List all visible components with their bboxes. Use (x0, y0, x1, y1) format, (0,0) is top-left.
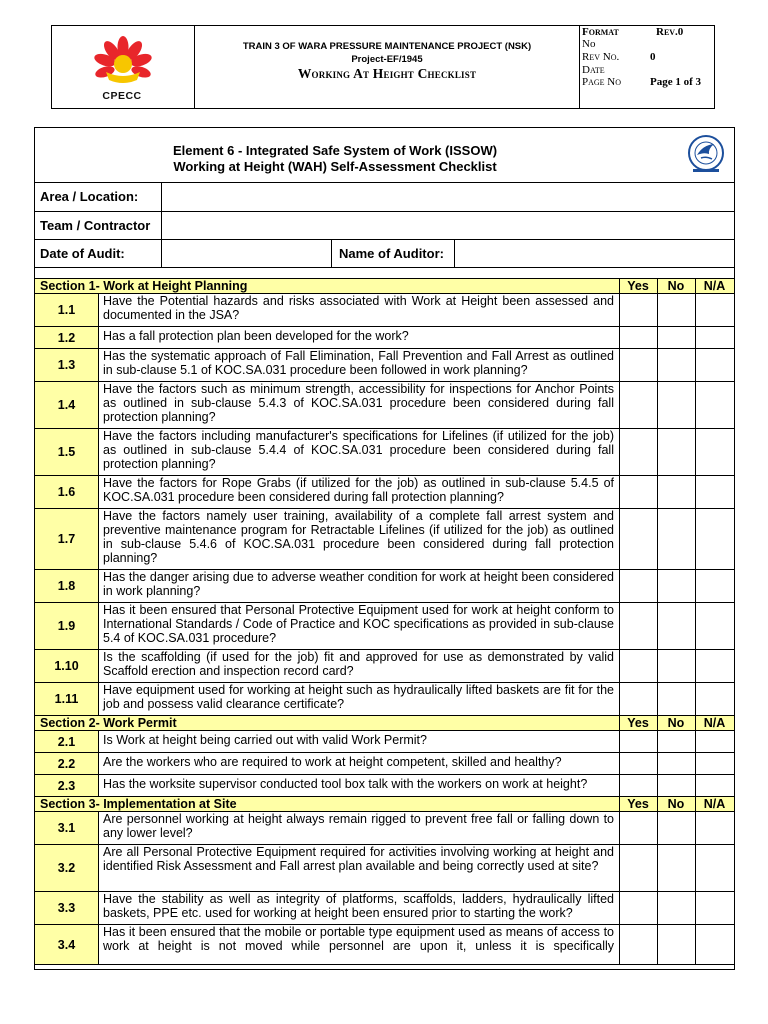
question-text: Have the Potential hazards and risks associated with Work at Height been assessed and documented in the JSA? (103, 294, 614, 322)
answer-cell-yes[interactable] (620, 775, 657, 796)
question-text: Are personnel working at height always remain rigged to prevent free fall or falling down to any lower level? (103, 812, 614, 840)
rev-label: Rev.0 (656, 26, 684, 38)
answer-cell-na[interactable] (696, 327, 734, 348)
yes-column-header: Yes (627, 279, 649, 293)
format-label: Format (582, 26, 619, 38)
answer-cell-yes[interactable] (620, 509, 657, 569)
checklist-row (35, 811, 734, 844)
checklist-row (35, 381, 734, 428)
checklist-row (35, 752, 734, 774)
date-of-audit-label: Date of Audit: (40, 246, 125, 261)
answer-cell-na[interactable] (696, 731, 734, 752)
checklist-row (35, 428, 734, 475)
company-logo (52, 26, 195, 108)
answer-cell-na[interactable] (696, 429, 734, 475)
yes-column-header: Yes (627, 797, 649, 811)
header-title-block (195, 26, 580, 108)
area-location-label: Area / Location: (40, 189, 139, 204)
answer-cell-no[interactable] (658, 812, 695, 844)
answer-cell-na[interactable] (696, 812, 734, 844)
item-number: 2.2 (35, 753, 98, 774)
answer-cell-no[interactable] (658, 570, 695, 602)
checklist-row (35, 891, 734, 924)
logo-text: CPECC (102, 90, 142, 102)
team-contractor-label: Team / Contractor (40, 218, 151, 233)
answer-cell-yes[interactable] (620, 429, 657, 475)
question-text: Has the worksite supervisor conducted tool box talk with the workers on work at height? (103, 777, 588, 791)
answer-cell-no[interactable] (658, 753, 695, 774)
answer-cell-no[interactable] (658, 731, 695, 752)
checklist-row (35, 348, 734, 381)
answer-cell-yes[interactable] (620, 753, 657, 774)
checklist-row (35, 844, 734, 891)
question-text: Have the factors namely user training, availability of a complete fall arrest system and preventive maintenance program for Retractable Lifelines (if utilized for the job) as outlined in sub-clause 5.4.6 of KOC.SA.031 procedure been considered during fall protection planning? (103, 509, 614, 565)
answer-cell-yes[interactable] (620, 812, 657, 844)
answer-cell-no[interactable] (658, 650, 695, 682)
item-number: 1.4 (35, 382, 98, 428)
answer-cell-no[interactable] (658, 327, 695, 348)
answer-cell-na[interactable] (696, 775, 734, 796)
item-number: 1.8 (35, 570, 98, 602)
answer-cell-no[interactable] (658, 509, 695, 569)
answer-cell-no[interactable] (658, 294, 695, 326)
document-title: Working At Height Checklist (297, 66, 477, 81)
answer-cell-yes[interactable] (620, 382, 657, 428)
answer-cell-no[interactable] (658, 775, 695, 796)
checklist-row (35, 774, 734, 796)
auditor-name-label: Name of Auditor: (339, 246, 444, 261)
answer-cell-na[interactable] (696, 753, 734, 774)
item-number: 1.11 (35, 683, 98, 715)
answer-cell-na[interactable] (696, 382, 734, 428)
section-header (35, 716, 734, 730)
answer-cell-na[interactable] (696, 683, 734, 715)
item-number: 1.7 (35, 509, 98, 569)
rev-no-value: 0 (650, 51, 656, 63)
na-column-header: N/A (703, 279, 726, 293)
question-text: Have equipment used for working at height such as hydraulically lifted baskets are fit for the job and possess valid clearance certificate? (103, 683, 614, 711)
section-title: Section 2- Work Permit (40, 716, 177, 730)
question-text: Has it been ensured that the mobile or portable type equipment used as means of access to work at height is not moved while personnel are upon it, unless it is specifically (103, 925, 614, 953)
checklist-row (35, 508, 734, 569)
question-text: Are all Personal Protective Equipment required for activities involving working at height and identified Risk Assessment and Fall arrest plan available and being correctly used at site? (103, 845, 614, 873)
answer-cell-no[interactable] (658, 925, 695, 964)
element-title: Element 6 - Integrated Safe System of Work (ISSOW) (172, 143, 498, 158)
item-number: 1.1 (35, 294, 98, 326)
checklist-row (35, 649, 734, 682)
area-location-field[interactable] (161, 183, 734, 211)
yes-column-header: Yes (627, 716, 649, 730)
answer-cell-yes[interactable] (620, 294, 657, 326)
question-text: Is Work at height being carried out with valid Work Permit? (103, 733, 427, 747)
date-of-audit-field[interactable] (161, 240, 331, 267)
answer-cell-yes[interactable] (620, 925, 657, 964)
answer-cell-na[interactable] (696, 294, 734, 326)
project-line: TRAIN 3 OF WARA PRESSURE MAINTENANCE PROJECT (NSK) (242, 41, 532, 52)
question-text: Have the factors such as minimum strength, accessibility for inspections for Anchor Points as outlined in sub-clause 5.4.3 of KOC.SA.031 procedure been considered during fall protection planning? (103, 382, 614, 424)
answer-cell-no[interactable] (658, 892, 695, 924)
answer-cell-na[interactable] (696, 650, 734, 682)
no-column-header: No (667, 797, 685, 811)
no-column-header: No (667, 716, 685, 730)
answer-cell-no[interactable] (658, 476, 695, 508)
document-header (51, 25, 715, 109)
question-text: Has it been ensured that Personal Protective Equipment used for work at height conform to International Standards / Code of Practice and KOC specifications as provided in sub-clause 5.4 of KOC.SA.031 procedure? (103, 603, 614, 645)
answer-cell-no[interactable] (658, 845, 695, 891)
answer-cell-yes[interactable] (620, 349, 657, 381)
item-number: 1.5 (35, 429, 98, 475)
checklist-row (35, 326, 734, 348)
item-number: 2.3 (35, 775, 98, 796)
item-number: 2.1 (35, 731, 98, 752)
item-number: 3.3 (35, 892, 98, 924)
na-column-header: N/A (703, 716, 726, 730)
answer-cell-na[interactable] (696, 925, 734, 964)
answer-cell-no[interactable] (658, 683, 695, 715)
answer-cell-yes[interactable] (620, 650, 657, 682)
answer-cell-no[interactable] (658, 429, 695, 475)
date-label: Date (582, 64, 605, 76)
answer-cell-yes[interactable] (620, 327, 657, 348)
item-number: 3.2 (35, 845, 98, 891)
question-text: Are the workers who are required to work at height competent, skilled and healthy? (103, 755, 562, 769)
answer-cell-na[interactable] (696, 892, 734, 924)
item-number: 3.4 (35, 925, 98, 964)
section-header (35, 797, 734, 811)
answer-cell-na[interactable] (696, 349, 734, 381)
koc-emblem-icon (684, 131, 728, 175)
answer-cell-yes[interactable] (620, 845, 657, 891)
team-contractor-field[interactable] (161, 212, 734, 239)
answer-cell-yes[interactable] (620, 892, 657, 924)
rev-no-label: Rev No. (582, 51, 620, 63)
answer-cell-yes[interactable] (620, 603, 657, 649)
item-number: 1.6 (35, 476, 98, 508)
project-code: Project-EF/1945 (351, 54, 423, 65)
item-number: 1.2 (35, 327, 98, 348)
answer-cell-no[interactable] (658, 349, 695, 381)
checklist-row (35, 682, 734, 715)
checklist-title: Working at Height (WAH) Self-Assessment Checklist (173, 159, 497, 174)
document-meta (580, 26, 714, 108)
question-text: Is the scaffolding (if used for the job) fit and approved for use as demonstrated by valid Scaffold erection and inspection record card? (103, 650, 614, 678)
question-text: Has the systematic approach of Fall Elimination, Fall Prevention and Fall Arrest as outlined in sub-clause 5.1 of KOC.SA.031 procedure been followed in work planning? (103, 349, 614, 377)
item-number: 1.3 (35, 349, 98, 381)
item-number: 1.10 (35, 650, 98, 682)
checklist-form (34, 127, 735, 970)
no-column-header: No (667, 279, 685, 293)
checklist-row (35, 924, 734, 964)
answer-cell-yes[interactable] (620, 683, 657, 715)
item-number: 3.1 (35, 812, 98, 844)
answer-cell-na[interactable] (696, 509, 734, 569)
answer-cell-na[interactable] (696, 476, 734, 508)
answer-cell-yes[interactable] (620, 570, 657, 602)
answer-cell-na[interactable] (696, 845, 734, 891)
checklist-row (35, 730, 734, 752)
question-text: Have the factors including manufacturer's specifications for Lifelines (if utilized for the job) as outlined in sub-clause 5.4.4 of KOC.SA.031 procedure been considered during fall protection planning? (103, 429, 614, 471)
checklist-row (35, 475, 734, 508)
section-title: Section 1- Work at Height Planning (40, 279, 248, 293)
checklist-row (35, 293, 734, 326)
item-number: 1.9 (35, 603, 98, 649)
na-column-header: N/A (703, 797, 726, 811)
page-no-label: Page No (582, 76, 622, 88)
checklist-row (35, 569, 734, 602)
question-text: Has the danger arising due to adverse weather condition for work at height been considered in work planning? (103, 570, 614, 598)
question-text: Have the factors for Rope Grabs (if utilized for the job) as outlined in sub-clause 5.4.5 of KOC.SA.031 procedure been considered during fall protection planning? (103, 476, 614, 504)
section-title: Section 3- Implementation at Site (40, 797, 237, 811)
section-header (35, 279, 734, 293)
answer-cell-no[interactable] (658, 382, 695, 428)
answer-cell-na[interactable] (696, 603, 734, 649)
question-text: Have the stability as well as integrity of platforms, scaffolds, ladders, hydraulically lifted baskets, PPE etc. used for working at height been ensured prior to starting the work? (103, 892, 614, 920)
question-text: Has a fall protection plan been developed for the work? (103, 329, 409, 343)
answer-cell-yes[interactable] (620, 731, 657, 752)
page-value: Page 1 of 3 (650, 76, 702, 88)
answer-cell-no[interactable] (658, 603, 695, 649)
format-no-label: No (582, 38, 596, 50)
answer-cell-yes[interactable] (620, 476, 657, 508)
auditor-name-field[interactable] (455, 240, 734, 267)
answer-cell-na[interactable] (696, 570, 734, 602)
checklist-row (35, 602, 734, 649)
